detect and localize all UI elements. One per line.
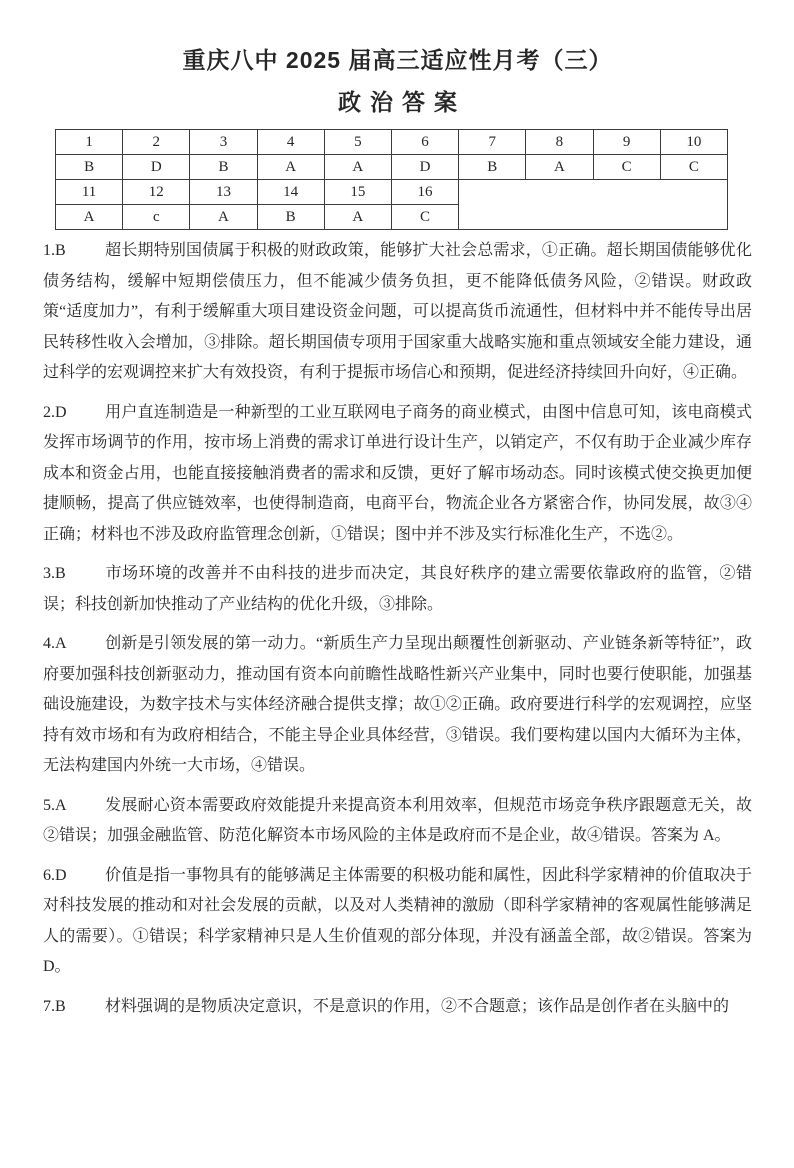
answer-cell: B (459, 155, 526, 180)
answer-cell: c (123, 205, 190, 230)
explanation-5 (43, 791, 752, 852)
answer-cell: C (593, 155, 660, 180)
answer-cell: A (526, 155, 593, 180)
explanation-text: 超长期特别国债属于积极的财政政策，能够扩大社会总需求，①正确。超长期国债能够优化债务结构，缓解中短期偿债压力，但不能减少债务负担，更不能降低债务风险，②错误。财政政策“适度加力”，有利于缓解重大项目建设资金问题，可以提高货币流通性，但材料中并不能传导出居民转移性收入会增加，③排除。超长期国债专项用于国家重大战略实施和重点领域安全能力建设，通过科学的宏观调控来扩大有效投资，有利于提振市场信心和预期，促进经济持续回升向好，④正确。 (43, 242, 752, 381)
explanation-text: 价值是指一事物具有的能够满足主体需要的积极功能和属性，因此科学家精神的价值取决于对科技发展的推动和对社会发展的贡献，以及对人类精神的激励（即科学家精神的客观属性能够满足人的需要）。①错误；科学家精神只是人生价值观的部分体现，并没有涵盖全部，故②错误。答案为 D。 (43, 866, 752, 975)
answer-cell: B (190, 155, 257, 180)
table-row (56, 155, 728, 180)
question-number-cell: 4 (257, 130, 324, 155)
answer-cell: A (190, 205, 257, 230)
question-number-cell: 8 (526, 130, 593, 155)
question-number-cell: 9 (593, 130, 660, 155)
question-label: 4.A (43, 635, 67, 652)
explanation-text: 市场环境的改善并不由科技的进步而决定，其良好秩序的建立需要依靠政府的监管，②错误；科技创新加快推动了产业结构的优化升级，③排除。 (43, 565, 752, 613)
answer-cell: B (257, 205, 324, 230)
question-label: 5.A (43, 796, 67, 814)
explanation-text: 材料强调的是物质决定意识，不是意识的作用，②不合题意；该作品是创作者在头脑中的 (105, 997, 730, 1015)
question-number-cell: 16 (391, 180, 458, 205)
answer-cell: B (56, 155, 123, 180)
answer-cell: D (391, 155, 458, 180)
explanation-text: 发展耐心资本需要政府效能提升来提高资本利用效率，但规范市场竞争秩序跟题意无关，故②错误；加强金融监管、防范化解资本市场风险的主体是政府而不是企业，故④错误。答案为 A。 (43, 796, 752, 844)
document-page (0, 46, 794, 1168)
explanation-1 (43, 236, 752, 389)
question-label: 2.D (43, 403, 67, 421)
explanation-2 (43, 398, 752, 551)
explanation-3 (43, 559, 752, 620)
question-number-cell: 10 (660, 130, 727, 155)
answer-cell: A (257, 155, 324, 180)
answer-cell: A (324, 205, 391, 230)
question-label: 1.B (43, 242, 66, 259)
explanation-4 (43, 629, 752, 782)
answer-key-table (55, 129, 728, 230)
question-label: 3.B (43, 565, 66, 582)
question-number-cell: 15 (324, 180, 391, 205)
document-subtitle: 政治答案 (338, 89, 466, 115)
question-number-cell: 5 (324, 130, 391, 155)
question-number-cell: 1 (56, 130, 123, 155)
empty-merged-cell (459, 180, 728, 230)
question-number-cell: 7 (459, 130, 526, 155)
explanations-section (43, 236, 752, 1022)
explanation-7 (43, 992, 752, 1023)
question-number-cell: 3 (190, 130, 257, 155)
question-number-cell: 12 (123, 180, 190, 205)
question-label: 7.B (43, 997, 66, 1015)
document-title: 重庆八中 2025 届高三适应性月考（三） (182, 47, 613, 73)
answer-cell: C (660, 155, 727, 180)
question-number-cell: 13 (190, 180, 257, 205)
explanation-text: 用户直连制造是一种新型的工业互联网电子商务的商业模式，由图中信息可知，该电商模式发挥市场调节的作用，按市场上消费的需求订单进行设计生产，以销定产，不仅有助于企业减少库存成本和资金占用，也能直接接触消费者的需求和反馈，更好了解市场动态。同时该模式使交换更加便捷顺畅，提高了供应链效率，也使得制造商，电商平台，物流企业各方紧密合作，协同发展，故③④正确；材料也不涉及政府监管理念创新，①错误；图中并不涉及实行标准化生产，不选②。 (43, 403, 752, 543)
explanation-6 (43, 861, 752, 983)
answer-cell: C (391, 205, 458, 230)
table-row (56, 130, 728, 155)
question-label: 6.D (43, 866, 67, 884)
question-number-cell: 14 (257, 180, 324, 205)
answer-cell: D (123, 155, 190, 180)
answer-cell: A (324, 155, 391, 180)
explanation-text: 创新是引领发展的第一动力。“新质生产力呈现出颠覆性创新驱动、产业链条新等特征”，政府要加强科技创新驱动力，推动国有资本向前瞻性战略性新兴产业集中，同时也要行使职能，加强基础设施建设，为数字技术与实体经济融合提供支撑；故①②正确。政府要进行科学的宏观调控，应坚持有效市场和有为政府相结合，不能主导企业具体经营，③错误。我们要构建以国内大循环为主体，无法构建国内外统一大市场，④错误。 (43, 635, 752, 774)
question-number-cell: 6 (391, 130, 458, 155)
question-number-cell: 2 (123, 130, 190, 155)
answer-cell: A (56, 205, 123, 230)
question-number-cell: 11 (56, 180, 123, 205)
table-row (56, 180, 728, 205)
